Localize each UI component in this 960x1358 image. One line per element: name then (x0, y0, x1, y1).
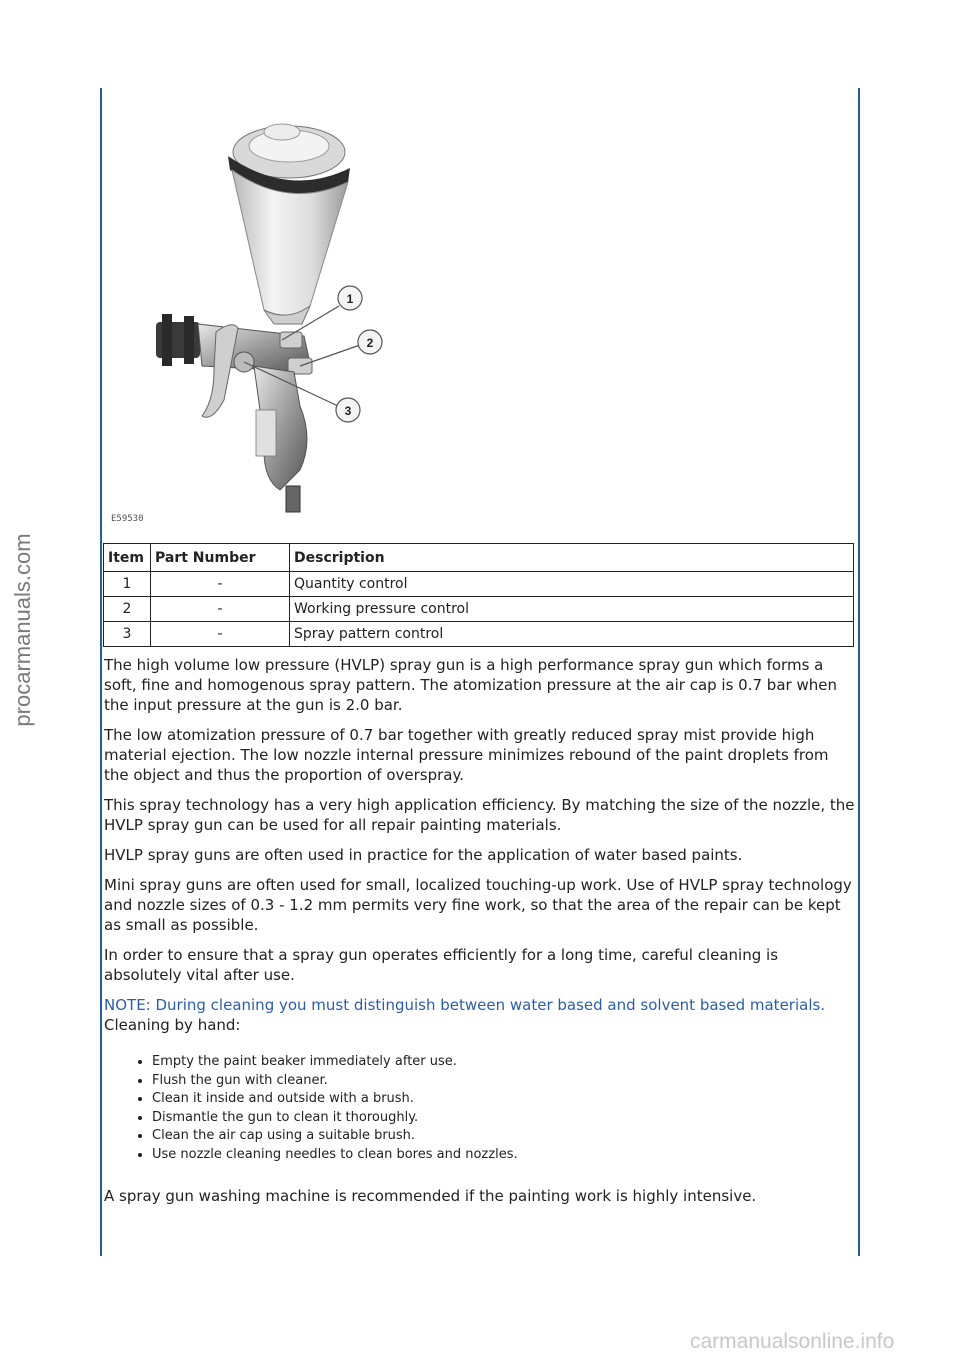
left-margin-rule (100, 88, 102, 1256)
spray-gun-illustration (104, 110, 424, 530)
paragraph: The low atomization pressure of 0.7 bar together with greatly reduced spray mist provide high material ejection. The low nozzle internal pressure minimizes rebound of the paint droplets from the object and thus the proportion of overspray. (104, 726, 829, 784)
cell-item: 3 (104, 622, 151, 647)
header-item: Item (104, 544, 151, 572)
callout-3 (336, 398, 360, 422)
cell-description: Working pressure control (290, 597, 854, 622)
paragraph: Mini spray guns are often used for small, localized touching-up work. Use of HVLP spray technology and nozzle sizes of 0.3 - 1.2 mm permits very fine work, so that the area of the repair can be kept as small as possible. (104, 876, 852, 934)
side-watermark-text: procarmanuals.com (10, 533, 35, 727)
table-row (104, 622, 854, 647)
cell-part-number: - (151, 597, 290, 622)
list-item: • Clean the air cap using a suitable brush. (152, 1127, 856, 1146)
paragraph: This spray technology has a very high application efficiency. By matching the size of the nozzle, the HVLP spray gun can be used for all repair painting materials. (104, 796, 855, 834)
cell-item: 2 (104, 597, 151, 622)
paragraph: HVLP spray guns are often used in practice for the application of water based paints. (104, 846, 743, 864)
right-margin-rule (858, 88, 860, 1256)
list-item: • Dismantle the gun to clean it thoroughly. (152, 1109, 856, 1128)
paragraph: The high volume low pressure (HVLP) spray gun is a high performance spray gun which forms a soft, fine and homogenous spray pattern. The atomization pressure at the air cap is 0.7 bar when the input pressure at the gun is 2.0 bar. (104, 656, 837, 714)
list-item: • Use nozzle cleaning needles to clean bores and nozzles. (152, 1146, 856, 1165)
list-item: • Flush the gun with cleaner. (152, 1072, 856, 1091)
cell-part-number: - (151, 572, 290, 597)
side-watermark (10, 533, 35, 727)
table-header-row (104, 544, 854, 572)
callout-1-label: 1 (346, 292, 354, 306)
body-content (104, 655, 856, 1216)
parts-table (103, 543, 854, 647)
callout-3-label: 3 (344, 404, 352, 418)
cleaning-steps-list (104, 1053, 856, 1164)
cleaning-note: NOTE: During cleaning you must distinguish between water based and solvent based materials. (104, 996, 826, 1014)
cell-description: Spray pattern control (290, 622, 854, 647)
callout-2-label: 2 (366, 336, 374, 350)
paragraph: In order to ensure that a spray gun operates efficiently for a long time, careful cleaning is absolutely vital after use. (104, 946, 779, 984)
callout-2 (358, 330, 382, 354)
list-item: • Clean it inside and outside with a brush. (152, 1090, 856, 1109)
header-part-number: Part Number (151, 544, 290, 572)
bottom-watermark: carmanualsonline.info (690, 1330, 895, 1353)
cell-item: 1 (104, 572, 151, 597)
table-row (104, 597, 854, 622)
table-row (104, 572, 854, 597)
header-description: Description (290, 544, 854, 572)
list-item: • Empty the paint beaker immediately after use. (152, 1053, 856, 1072)
cell-part-number: - (151, 622, 290, 647)
cell-description: Quantity control (290, 572, 854, 597)
cleaning-heading: Cleaning by hand: (104, 1016, 241, 1034)
figure-code: E59530 (111, 514, 144, 524)
callout-1 (338, 286, 362, 310)
closing-paragraph: A spray gun washing machine is recommended if the painting work is highly intensive. (104, 1187, 757, 1205)
